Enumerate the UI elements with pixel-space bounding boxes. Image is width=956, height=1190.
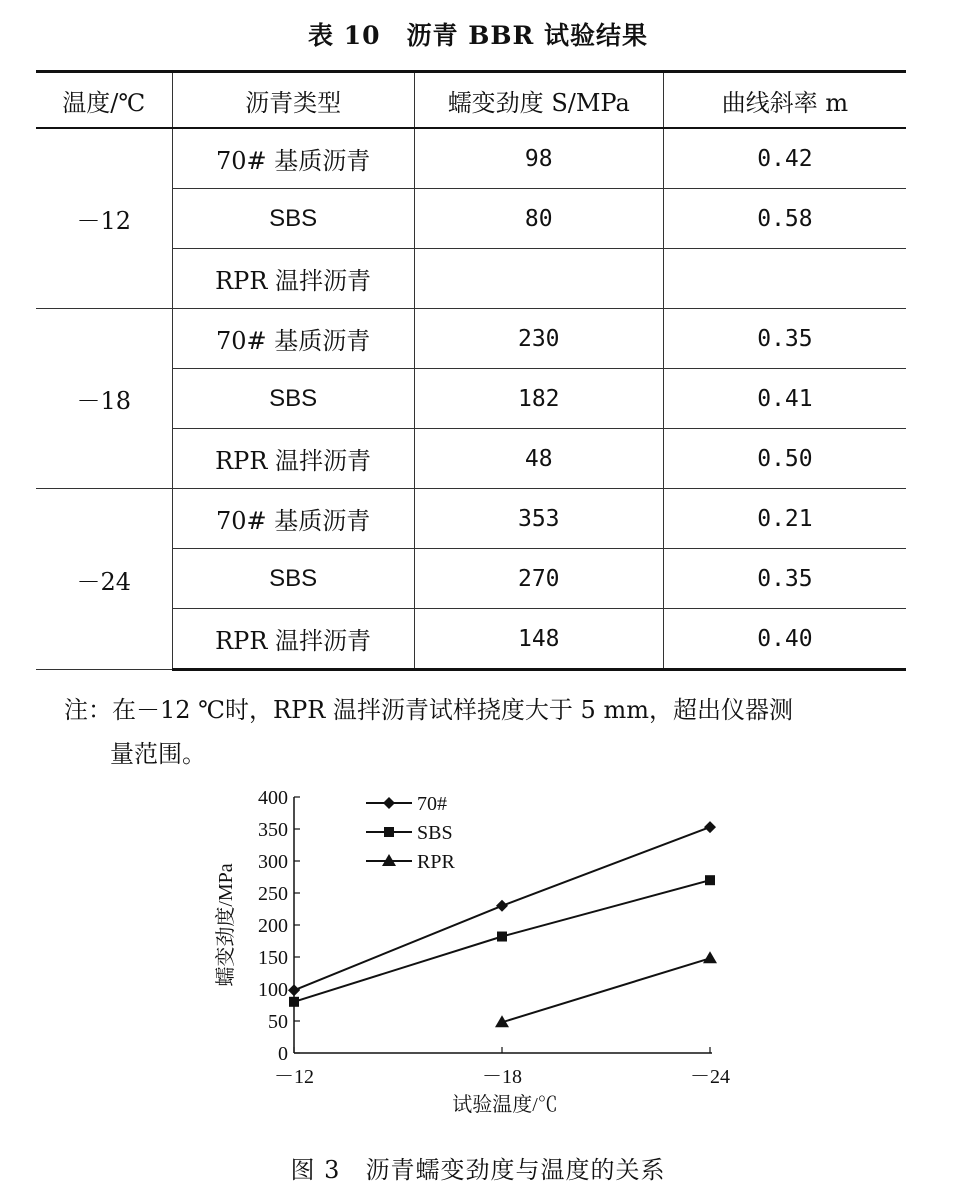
y-tick-label: 400 [258, 787, 288, 809]
data-point-triangle [703, 951, 717, 963]
s-cell: 98 [414, 128, 663, 189]
type-cell: 70# 基质沥青 [172, 128, 414, 189]
header-creep-stiffness: 蠕变劲度 S/MPa [414, 72, 663, 129]
x-axis-label: 试验温度/℃ [452, 1094, 558, 1116]
header-temperature: 温度/℃ [36, 72, 172, 129]
temp-cell: －18 [36, 309, 172, 489]
m-cell: 0.40 [663, 609, 906, 670]
note-line-1: 注：在－12 ℃时，RPR 温拌沥青试样挠度大于 5 mm，超出仪器测 [64, 696, 793, 724]
y-tick-label: 150 [258, 947, 288, 969]
table-title: 表 10 沥青 BBR 试验结果 [308, 21, 648, 50]
y-tick-label: 350 [258, 819, 288, 841]
x-tick-label: －12 [274, 1066, 314, 1088]
figure-caption: 图 3 沥青蠕变劲度与温度的关系 [290, 1156, 666, 1184]
m-cell: 0.58 [663, 189, 906, 249]
s-cell [414, 249, 663, 309]
s-cell: 182 [414, 369, 663, 429]
s-cell: 48 [414, 429, 663, 489]
m-cell: 0.41 [663, 369, 906, 429]
table-row [36, 309, 906, 369]
legend-label: SBS [417, 822, 453, 844]
y-tick-label: 200 [258, 915, 288, 937]
data-point-diamond [496, 900, 508, 912]
type-cell: RPR 温拌沥青 [172, 249, 414, 309]
table-row [36, 128, 906, 189]
table-header-row [36, 72, 906, 129]
m-cell: 0.35 [663, 309, 906, 369]
type-cell: SBS [172, 189, 414, 249]
y-tick-label: 0 [278, 1043, 288, 1065]
s-cell: 270 [414, 549, 663, 609]
bbr-results-table [36, 70, 906, 671]
x-tick-label: －24 [690, 1066, 730, 1088]
data-point-square [289, 997, 299, 1007]
data-point-square [497, 932, 507, 942]
m-cell: 0.21 [663, 489, 906, 549]
data-point-square [705, 875, 715, 885]
note-line-2: 量范围。 [110, 740, 206, 768]
y-axis-label: 蠕变劲度/MPa [215, 863, 237, 987]
legend-marker-diamond [383, 797, 395, 809]
temp-cell: －12 [36, 128, 172, 309]
y-tick-label: 250 [258, 883, 288, 905]
y-tick-label: 300 [258, 851, 288, 873]
s-cell: 148 [414, 609, 663, 670]
legend-marker-square [384, 827, 394, 837]
m-cell: 0.50 [663, 429, 906, 489]
s-cell: 80 [414, 189, 663, 249]
y-tick-label: 50 [268, 1011, 288, 1033]
m-cell: 0.35 [663, 549, 906, 609]
header-asphalt-type: 沥青类型 [172, 72, 414, 129]
type-cell: 70# 基质沥青 [172, 489, 414, 549]
temp-cell: －24 [36, 489, 172, 670]
legend-label: RPR [417, 851, 455, 873]
m-cell [663, 249, 906, 309]
stiffness-temperature-chart [200, 780, 760, 1125]
s-cell: 230 [414, 309, 663, 369]
m-cell: 0.42 [663, 128, 906, 189]
table-row [36, 489, 906, 549]
data-point-diamond [704, 821, 716, 833]
y-tick-label: 100 [258, 979, 288, 1001]
header-slope-m: 曲线斜率 m [663, 72, 906, 129]
data-point-diamond [288, 984, 300, 996]
s-cell: 353 [414, 489, 663, 549]
type-cell: RPR 温拌沥青 [172, 429, 414, 489]
legend-label: 70# [417, 793, 447, 815]
x-tick-label: －18 [482, 1066, 522, 1088]
type-cell: SBS [172, 369, 414, 429]
table-note [64, 688, 910, 776]
series-line-triangle [502, 958, 710, 1022]
type-cell: RPR 温拌沥青 [172, 609, 414, 670]
type-cell: 70# 基质沥青 [172, 309, 414, 369]
type-cell: SBS [172, 549, 414, 609]
figure [200, 780, 760, 1129]
